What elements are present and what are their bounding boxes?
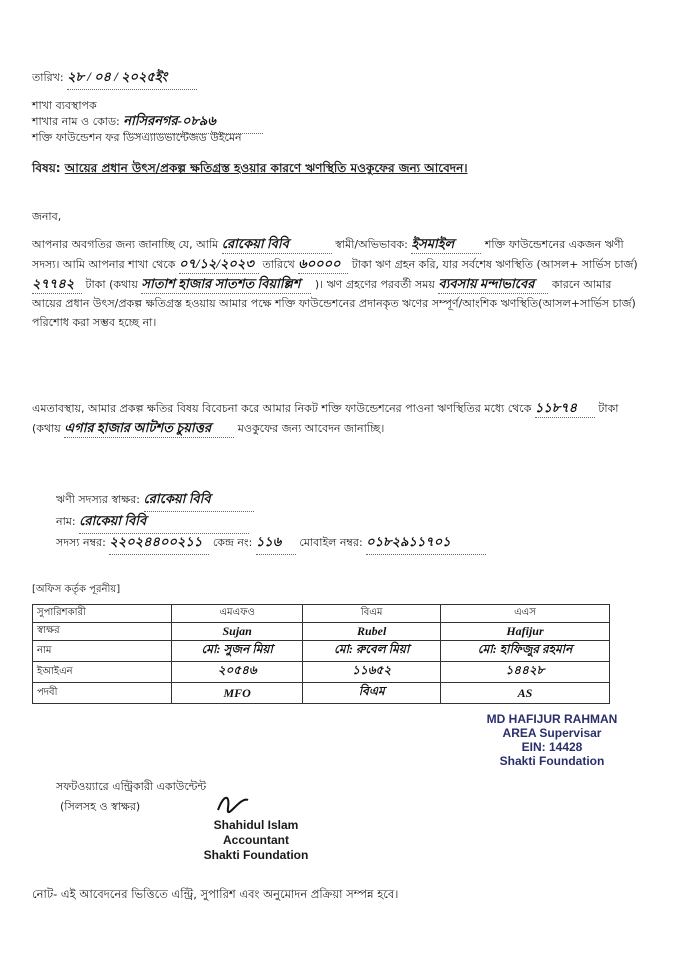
as-designation: AS xyxy=(440,683,609,704)
center-value: ১১৬ xyxy=(256,533,296,555)
p1-balance: ২৭৭৪২ xyxy=(32,274,82,294)
p1-balance-words: সাতাশ হাজার সাতশত বিয়াল্লিশ xyxy=(141,274,311,294)
office-ein-row xyxy=(33,662,610,683)
as-name: মো: হাফিজুর রহমান xyxy=(440,641,609,662)
branch-value: নাসিরনগর-০৮৯৬ xyxy=(123,112,263,134)
mobile-label: মোবাইল নম্বর: xyxy=(299,536,363,549)
mfo-designation: MFO xyxy=(172,683,303,704)
mobile-value: ০১৮২৯১১৭০১ xyxy=(366,533,486,555)
p1-text-f: টাকা (কথায় xyxy=(85,278,138,291)
office-row-label: নাম xyxy=(33,641,172,662)
p1-text-h: কারনে আমার আয়ের প্রধান উৎস/প্রকল্প ক্ষতিগ্রস্ত হওয়ায় আমার পক্ষে শক্তি ফাউন্ডেশনের প্রদানকৃত ঋণের সম্পূর্ণ/আংশিক ঋণস্থিতি(আসল+সার্ভিস চার্জ) পরিশোধ করা সম্ভব হচ্ছে না। xyxy=(32,278,636,329)
office-row-label: ইআইএন xyxy=(33,662,172,683)
office-header-cell: বিএম xyxy=(303,605,441,623)
office-signature-row xyxy=(33,623,610,641)
office-row-label: পদবী xyxy=(33,683,172,704)
member-sign-label: ঋণী সদস্যর স্বাক্ষর: xyxy=(56,493,140,506)
p2-text-b: টাকা (কথায় xyxy=(32,402,619,435)
member-number-label: সদস্য নম্বর: xyxy=(56,536,106,549)
mfo-signature: Sujan xyxy=(172,623,303,641)
as-stamp xyxy=(462,712,642,768)
date-value: ২৮ / ০৪ / ২০২৫ইং xyxy=(67,68,197,90)
bm-signature: Rubel xyxy=(303,623,441,641)
office-header-cell: সুপারিশকারী xyxy=(33,605,172,623)
bm-designation: বিএম xyxy=(303,683,441,704)
branch-label: শাখার নাম ও কোড: xyxy=(32,115,120,128)
office-row-label: স্বাক্ষর xyxy=(33,623,172,641)
bm-ein: ১১৬৫২ xyxy=(303,662,441,683)
as-stamp-org: Shakti Foundation xyxy=(499,754,605,768)
footer-note: নোট- এই আবেদনের ভিত্তিতে এন্ট্রি, সুপারিশ এবং অনুমোদন প্রক্রিয়া সম্পন্ন হবে। xyxy=(32,887,399,901)
member-number-value: ২২০২৪৪০০২১১ xyxy=(109,533,209,555)
paragraph-2 xyxy=(32,398,644,438)
accountant-label: সফটওয়্যারে এন্ট্রিকারী একাউন্টেন্ট xyxy=(56,780,207,793)
salutation: জনাব, xyxy=(32,210,62,223)
p1-text-c: আপনার শাখা থেকে xyxy=(88,258,176,271)
accountant-stamp xyxy=(186,818,326,863)
p2-waiver-words: এগার হাজার আটশত চুয়াত্তর xyxy=(64,418,234,438)
office-designation-row xyxy=(33,683,610,704)
office-name-row xyxy=(33,641,610,662)
date-line xyxy=(32,68,197,90)
office-header-cell: এএস xyxy=(440,605,609,623)
paragraph-1 xyxy=(32,234,644,332)
p1-text-b: স্বামী/অভিভাবক: xyxy=(335,238,408,251)
accountant-stamp-org: Shakti Foundation xyxy=(203,848,309,862)
as-stamp-title: AREA Supervisar xyxy=(502,726,602,740)
p1-text-e: টাকা ঋণ গ্রহন করি, যার সর্বশেষ ঋণস্থিতি (আসল+ সার্ভিস চার্জ) xyxy=(351,258,638,271)
member-number-line xyxy=(56,533,486,555)
org-line: শক্তি ফাউন্ডেশন ফর ডিসএ্যাডভান্টেজড উইমেন xyxy=(32,131,242,144)
office-table xyxy=(32,604,610,704)
subject-label: বিষয়: xyxy=(32,161,61,175)
as-stamp-ein: EIN: 14428 xyxy=(521,740,583,754)
subject-text: আয়ের প্রধান উৎস/প্রকল্প ক্ষতিগ্রস্ত হওয়ার কারণে ঋণস্থিতি মওকুফের জন্য আবেদন। xyxy=(64,161,468,175)
p1-loan-date: ০৭/১২/২০২৩ xyxy=(179,254,259,274)
manager-line: শাখা ব্যবস্থাপক xyxy=(32,99,97,112)
p2-text-c: মওকুফের জন্য আবেদন জানাচ্ছি। xyxy=(237,422,385,435)
member-name-value: রোকেয়া বিবি xyxy=(79,512,249,534)
accountant-stamp-title: Accountant xyxy=(223,833,289,847)
p1-guardian-name: ইসমাইল xyxy=(411,234,481,254)
p1-text-c-pre: শক্তি ফাউন্ডেশনের একজন ঋণী সদস্য। আমি xyxy=(32,238,624,271)
bm-name: মো: রুবেল মিয়া xyxy=(303,641,441,662)
p1-text-a: আপনার অবগতির জন্য জানাচ্ছি যে, আমি xyxy=(32,238,219,251)
office-header-cell: এমএফও xyxy=(172,605,303,623)
office-header-row xyxy=(33,605,610,623)
mfo-name: মো: সুজন মিয়া xyxy=(172,641,303,662)
accountant-seal-label: (সিলসহ ও স্বাক্ষর) xyxy=(60,800,141,813)
center-label: কেন্দ্র নং: xyxy=(212,536,253,549)
office-caption: [অফিস কর্তৃক পূরনীয়] xyxy=(32,584,121,595)
member-signature: রোকেয়া বিবি xyxy=(144,490,254,512)
subject-line xyxy=(32,160,468,180)
date-label: তারিখ: xyxy=(32,71,64,84)
member-name-line xyxy=(56,512,249,534)
member-name-label: নাম: xyxy=(56,515,76,528)
member-sign-line xyxy=(56,490,254,512)
as-signature: Hafijur xyxy=(440,623,609,641)
p1-loan-amount: ৬০০০০ xyxy=(298,254,348,274)
mfo-ein: ২০৫৪৬ xyxy=(172,662,303,683)
p1-text-d: তারিখে xyxy=(262,258,295,271)
p1-reason: ব্যবসায় মন্দাভাবের xyxy=(438,274,548,294)
p1-text-g: )। ঋণ গ্রহণের পরবর্তী সময় xyxy=(314,278,435,291)
p1-member-name: রোকেয়া বিবি xyxy=(222,234,332,254)
as-ein: ১৪৪২৮ xyxy=(440,662,609,683)
p2-text-a: এমতাবস্থায়, আমার প্রকল্প ক্ষতির বিষয় বিবেচনা করে আমার নিকট শক্তি ফাউন্ডেশনের পাওনা ঋণস্থিতির মধ্যে থেকে xyxy=(32,402,532,415)
accountant-stamp-name: Shahidul Islam xyxy=(213,818,299,832)
p2-waiver-amount: ১১৮৭৪ xyxy=(535,398,595,418)
as-stamp-name: MD HAFIJUR RAHMAN xyxy=(486,712,618,726)
accountant-signature-scribble xyxy=(214,790,254,816)
